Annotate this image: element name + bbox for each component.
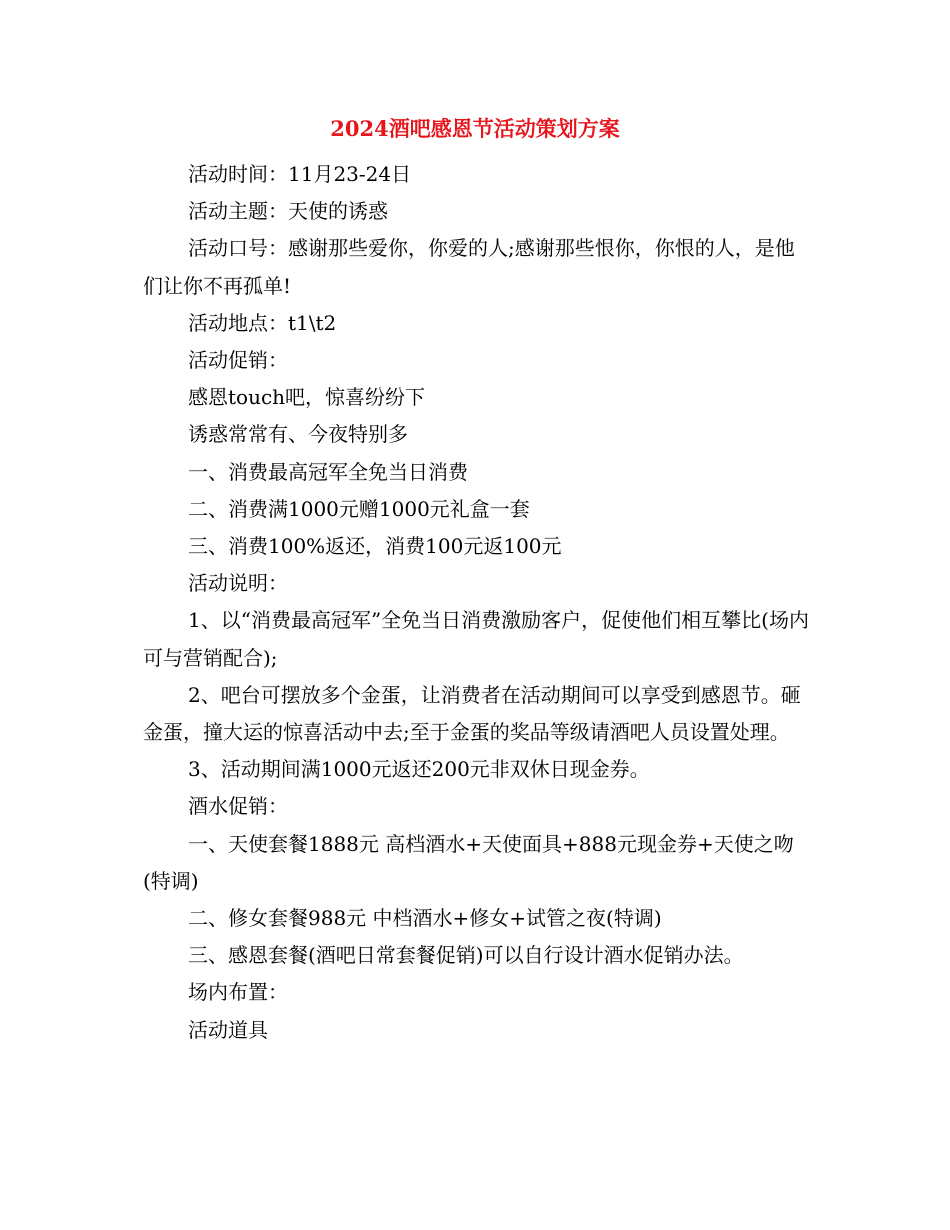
paragraph-activity-time: 活动时间：11月23-24日 — [188, 162, 412, 186]
document-title: 2024酒吧感恩节活动策划方案 — [330, 116, 620, 141]
paragraph-description-item-3: 3、活动期间满1000元返还200元非双休日现金券。 — [188, 757, 650, 782]
paragraph-description-item-1: 1、以“消费最高冠军”全免当日消费激励客户，促使他们相互攀比(场内可与营销配合); — [143, 608, 809, 670]
paragraph-activity-theme: 活动主题：天使的诱惑 — [188, 199, 388, 224]
paragraph-activity-location: 活动地点：t1\t2 — [188, 310, 337, 335]
paragraph-promotion-item-1: 一、消费最高冠军全免当日消费 — [188, 459, 468, 484]
paragraph-drinks-item-1: 一、天使套餐1888元 高档酒水+天使面具+888元现金券+天使之吻(特调) — [143, 831, 794, 893]
paragraph-promotion-line-1: 感恩touch吧，惊喜纷纷下 — [188, 385, 426, 410]
paragraph-props-heading: 活动道具 — [188, 1017, 268, 1042]
paragraph-venue-heading: 场内布置： — [188, 980, 288, 1005]
paragraph-description-heading: 活动说明： — [188, 571, 288, 596]
paragraph-drinks-heading: 酒水促销： — [188, 794, 288, 819]
paragraph-promotion-heading: 活动促销： — [188, 348, 288, 373]
paragraph-activity-slogan: 活动口号：感谢那些爱你，你爱的人;感谢那些恨你，你恨的人，是他们让你不再孤单! — [143, 236, 795, 298]
paragraph-promotion-item-2: 二、消费满1000元赠1000元礼盒一套 — [188, 496, 530, 521]
paragraph-promotion-item-3: 三、消费100%返还，消费100元返100元 — [188, 534, 562, 559]
document-body — [143, 156, 811, 1049]
paragraph-drinks-item-3: 三、感恩套餐(酒吧日常套餐促销)可以自行设计酒水促销办法。 — [188, 943, 744, 968]
paragraph-promotion-line-2: 诱惑常常有、今夜特别多 — [188, 422, 408, 447]
paragraph-description-item-2: 2、吧台可摆放多个金蛋，让消费者在活动期间可以享受到感恩节。砸金蛋，撞大运的惊喜活动中去;至于金蛋的奖品等级请酒吧人员设置处理。 — [143, 682, 801, 745]
paragraph-drinks-item-2: 二、修女套餐988元 中档酒水+修女+试管之夜(特调) — [188, 906, 662, 931]
